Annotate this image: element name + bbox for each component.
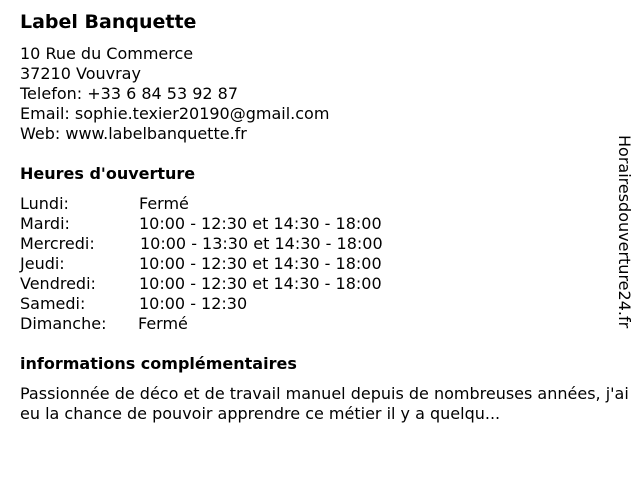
website-line: Web: www.labelbanquette.fr: [20, 124, 247, 143]
hours-day: Dimanche:: [20, 314, 107, 333]
site-watermark: Horairesdouverture24.fr: [615, 135, 634, 329]
hours-time: 10:00 - 12:30 et 14:30 - 18:00: [139, 274, 382, 293]
address-line-1: 10 Rue du Commerce: [20, 44, 194, 63]
hours-time: Fermé: [138, 314, 188, 333]
hours-day: Samedi:: [20, 294, 86, 313]
info-description: Passionnée de déco et de travail manuel depuis de nombreuses années, j'ai eu la chance de pouvoir apprendre ce métier il y a quelqu...: [20, 384, 629, 423]
hours-day: Mardi:: [20, 214, 70, 233]
info-heading: informations complémentaires: [20, 354, 297, 373]
contact-block: [20, 44, 329, 144]
hours-time: Fermé: [139, 194, 189, 213]
hours-heading: Heures d'ouverture: [20, 164, 196, 183]
business-name: Label Banquette: [20, 11, 197, 33]
hours-day: Jeudi:: [20, 254, 65, 273]
hours-time: 10:00 - 12:30: [139, 294, 248, 313]
hours-day: Lundi:: [20, 194, 69, 213]
hours-time: 10:00 - 12:30 et 14:30 - 18:00: [139, 254, 382, 273]
hours-day: Mercredi:: [20, 234, 95, 253]
address-line-2: 37210 Vouvray: [20, 64, 141, 83]
hours-day: Vendredi:: [20, 274, 96, 293]
hours-time: 10:00 - 12:30 et 14:30 - 18:00: [139, 214, 382, 233]
hours-time: 10:00 - 13:30 et 14:30 - 18:00: [140, 234, 383, 253]
email-line: Email: sophie.texier20190@gmail.com: [20, 104, 330, 123]
phone-line: Telefon: +33 6 84 53 92 87: [20, 84, 239, 103]
